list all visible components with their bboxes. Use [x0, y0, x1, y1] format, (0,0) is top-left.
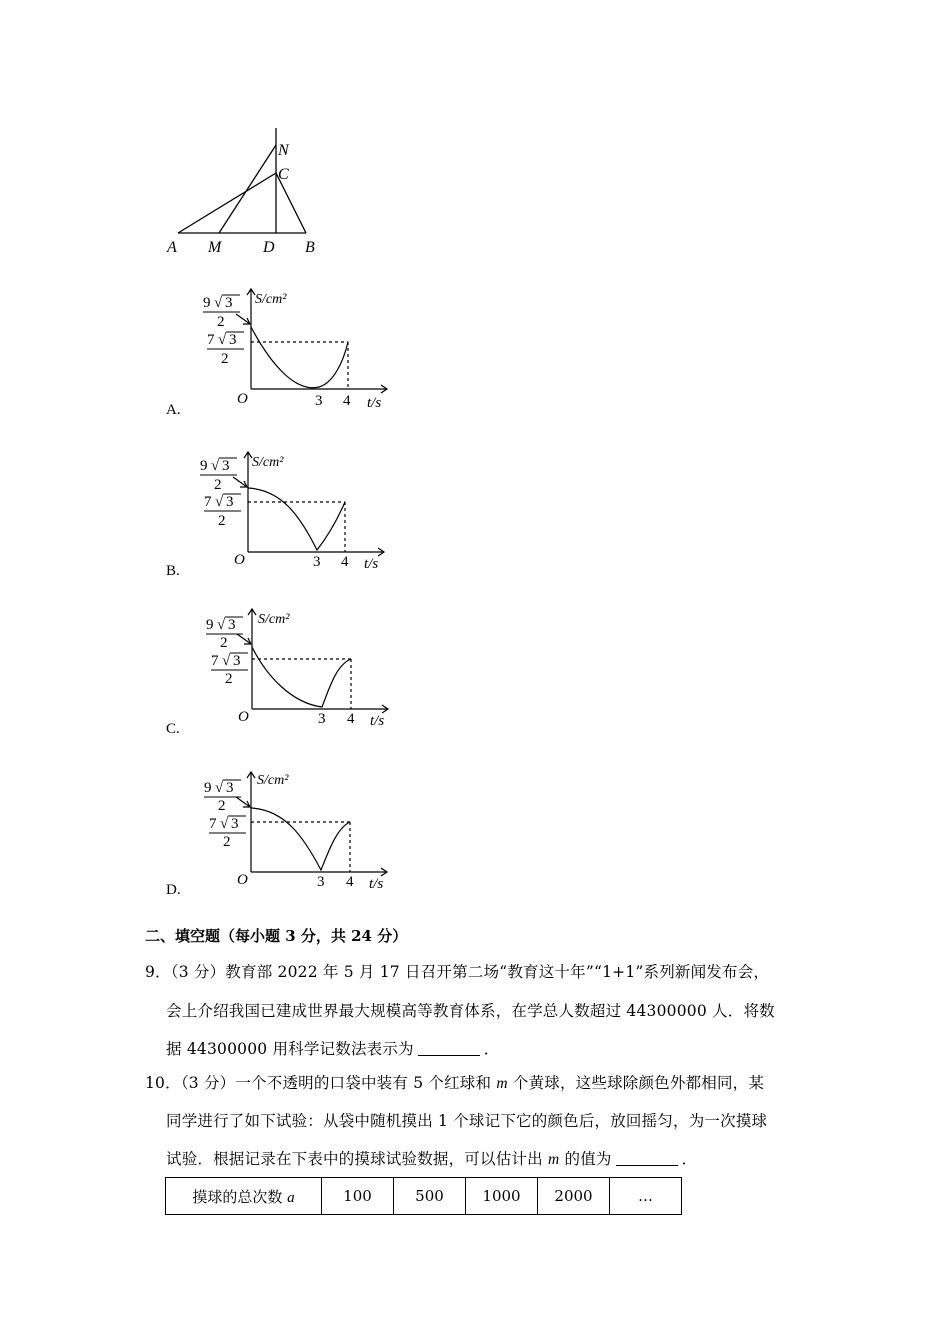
- svg-text:7: 7: [209, 816, 217, 832]
- svg-text:4: 4: [343, 393, 351, 409]
- q10-line2: 同学进行了如下试验：从袋中随机摸出 1 个球记下它的颜色后，放回摇匀，为一次摸球: [166, 1112, 768, 1130]
- svg-text:O: O: [237, 872, 248, 888]
- segment-AC: [178, 173, 276, 233]
- svg-text:7: 7: [211, 653, 219, 669]
- section-title: 二、填空题（每小题 3 分，共 24 分）: [145, 927, 408, 945]
- svg-text:√: √: [217, 617, 226, 633]
- table-cell: …: [610, 1178, 682, 1215]
- svg-text:2: 2: [225, 671, 233, 687]
- q10-line1: 10．（3 分）一个不透明的口袋中装有 5 个红球和 m 个黄球，这些球除颜色外都相同，某: [145, 1074, 765, 1092]
- graph-option-b: [192, 446, 397, 576]
- svg-text:S/cm²: S/cm²: [258, 612, 290, 627]
- svg-text:3: 3: [233, 653, 241, 669]
- svg-text:2: 2: [214, 477, 222, 493]
- table-row: [166, 1178, 682, 1215]
- svg-text:√: √: [220, 816, 229, 832]
- svg-text:3: 3: [225, 295, 233, 311]
- option-a-label[interactable]: A.: [166, 402, 181, 418]
- svg-text:O: O: [238, 709, 249, 725]
- svg-text:√: √: [218, 332, 227, 348]
- svg-text:√: √: [215, 780, 224, 796]
- table-cell: 1000: [466, 1178, 538, 1215]
- triangle-figure: [160, 125, 360, 260]
- svg-text:t/s: t/s: [370, 713, 385, 729]
- svg-text:√: √: [211, 458, 220, 474]
- svg-text:O: O: [237, 391, 248, 407]
- svg-text:4: 4: [341, 554, 349, 570]
- svg-text:3: 3: [226, 780, 234, 796]
- label-D: D: [263, 239, 275, 256]
- label-A: A: [167, 239, 177, 256]
- svg-text:t/s: t/s: [364, 556, 379, 572]
- option-d-label[interactable]: D.: [166, 882, 181, 898]
- svg-text:t/s: t/s: [369, 876, 384, 892]
- y-label: S/cm²: [255, 292, 287, 307]
- graph-option-a: [195, 283, 400, 413]
- table-cell: 500: [394, 1178, 466, 1215]
- svg-text:2: 2: [218, 513, 226, 529]
- svg-text:2: 2: [220, 635, 228, 651]
- svg-text:3: 3: [229, 332, 237, 348]
- svg-text:4: 4: [346, 874, 354, 890]
- q10-answer-blank[interactable]: [616, 1151, 678, 1166]
- svg-text:O: O: [234, 552, 245, 568]
- q9-line1: 9．（3 分）教育部 2022 年 5 月 17 日召开第二场“教育这十年”“1+1”系列新闻发布会，: [145, 963, 770, 981]
- svg-text:S/cm²: S/cm²: [252, 455, 284, 470]
- table-cell: 100: [322, 1178, 394, 1215]
- svg-text:2: 2: [223, 834, 231, 850]
- svg-text:9: 9: [204, 780, 212, 796]
- svg-text:3: 3: [231, 816, 239, 832]
- table-header-cell: 摸球的总次数 a: [166, 1178, 322, 1215]
- label-B: B: [305, 239, 315, 256]
- svg-text:S/cm²: S/cm²: [257, 773, 289, 788]
- q9-line3: 据 44300000 用科学记数法表示为 ．: [166, 1040, 500, 1058]
- svg-text:√: √: [214, 295, 223, 311]
- svg-text:3: 3: [318, 711, 326, 727]
- svg-text:3: 3: [315, 393, 323, 409]
- q9-answer-blank[interactable]: [418, 1041, 480, 1056]
- svg-text:4: 4: [347, 711, 355, 727]
- svg-text:2: 2: [218, 798, 226, 814]
- svg-text:9: 9: [206, 617, 214, 633]
- option-b-label[interactable]: B.: [166, 563, 180, 579]
- trial-table: [165, 1177, 682, 1215]
- label-C: C: [278, 166, 289, 183]
- svg-text:3: 3: [317, 874, 325, 890]
- svg-text:3: 3: [226, 494, 234, 510]
- svg-text:√: √: [215, 494, 224, 510]
- svg-text:2: 2: [221, 351, 229, 367]
- q9-line2: 会上介绍我国已建成世界最大规模高等教育体系，在学总人数超过 44300000 人．将数: [166, 1002, 775, 1020]
- svg-text:9: 9: [203, 295, 211, 311]
- svg-text:√: √: [222, 653, 231, 669]
- label-M: M: [208, 239, 222, 256]
- graph-option-d: [195, 766, 400, 896]
- label-N: N: [278, 142, 289, 159]
- svg-text:3: 3: [222, 458, 230, 474]
- svg-text:3: 3: [228, 617, 236, 633]
- q10-line3: 试验．根据记录在下表中的摸球试验数据，可以估计出 m 的值为 ．: [166, 1150, 698, 1168]
- segment-MN: [219, 145, 276, 233]
- svg-text:7: 7: [207, 332, 215, 348]
- table-cell: 2000: [538, 1178, 610, 1215]
- graph-option-c: [196, 603, 401, 733]
- option-c-label[interactable]: C.: [166, 721, 180, 737]
- svg-text:9: 9: [200, 458, 208, 474]
- svg-text:7: 7: [204, 494, 212, 510]
- svg-text:t/s: t/s: [367, 395, 382, 411]
- svg-text:2: 2: [217, 314, 225, 330]
- svg-text:3: 3: [313, 554, 321, 570]
